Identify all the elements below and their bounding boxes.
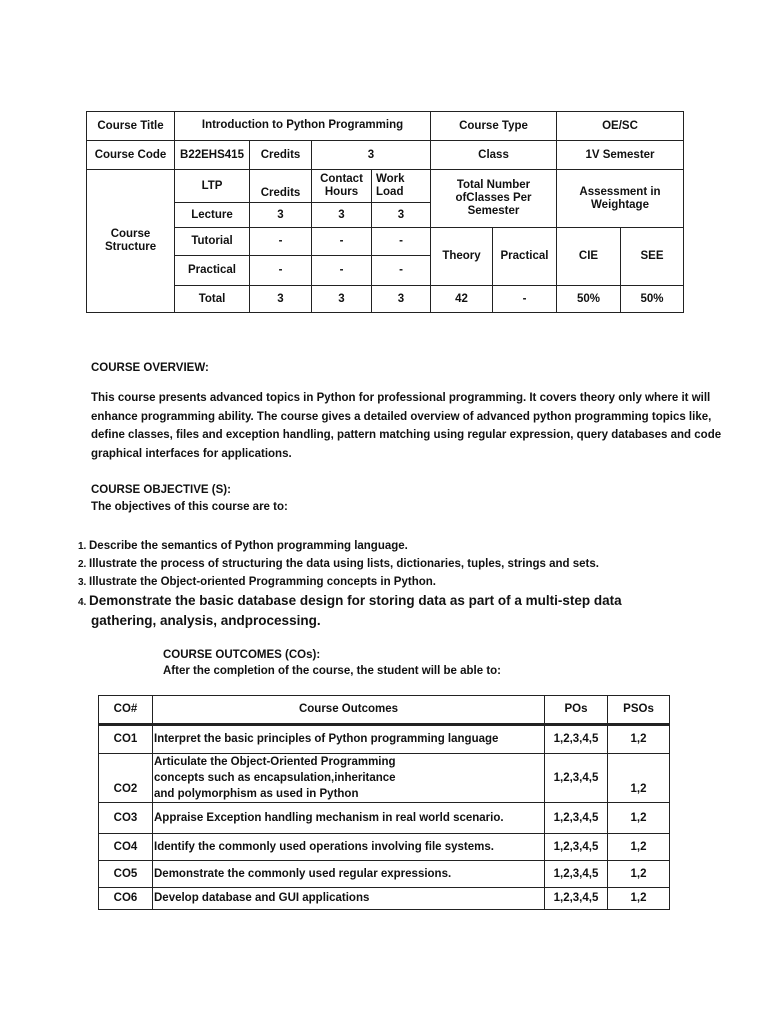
table-row [99, 834, 670, 861]
co-outcome: Interpret the basic principles of Python programming language [153, 725, 545, 754]
co-pos: 1,2,3,4,5 [545, 803, 608, 834]
list-text: Describe the semantics of Python programming language. [89, 540, 408, 552]
co-id: CO6 [99, 888, 153, 910]
co-psos: 1,2 [608, 725, 670, 754]
co-psos: 1,2 [608, 803, 670, 834]
ltp-row-name: Lecture [175, 203, 250, 228]
course-title: Introduction to Python Programming [175, 112, 431, 141]
practical-value: - [493, 286, 557, 313]
list-number: 3. [78, 577, 87, 588]
co-id: CO5 [99, 861, 153, 888]
list-text: Demonstrate the basic database design for storing data as part of a multi-step data [89, 593, 622, 608]
course-code: B22EHS415 [175, 141, 250, 170]
course-info-table [86, 111, 684, 313]
co-pos: 1,2,3,4,5 [545, 861, 608, 888]
class-value: 1V Semester [557, 141, 684, 170]
ltp-row-name: Practical [175, 256, 250, 286]
table-row [99, 725, 670, 754]
co-psos: 1,2 [608, 834, 670, 861]
objectives-intro: The objectives of this course are to: [91, 501, 288, 513]
total-classes-label: Total Number ofClasses Per Semester [431, 170, 557, 228]
ltp-row-credits: - [250, 228, 312, 256]
credits-value: 3 [312, 141, 431, 170]
table-row [99, 754, 670, 803]
ltp-row-work: 3 [372, 203, 431, 228]
ltp-row-contact: - [312, 228, 372, 256]
practical-label: Practical [493, 228, 557, 286]
ltp-row-credits: 3 [250, 286, 312, 313]
co-outcome: Develop database and GUI applications [153, 888, 545, 910]
outcomes-intro: After the completion of the course, the student will be able to: [163, 665, 501, 677]
ltp-row-credits: 3 [250, 203, 312, 228]
ltp-row-credits: - [250, 256, 312, 286]
list-item [78, 555, 698, 573]
co-outcome: Demonstrate the commonly used regular expressions. [153, 861, 545, 888]
cie-label: CIE [557, 228, 621, 286]
ltp-row-name: Tutorial [175, 228, 250, 256]
co-outcome: Articulate the Object-Oriented Programming concepts such as encapsulation,inheritance and polymorphism as used in Python [153, 754, 545, 803]
outcome-header: Course Outcomes [153, 696, 545, 725]
co-id: CO2 [99, 754, 153, 803]
credits-col-label: Credits [250, 170, 312, 203]
co-id: CO4 [99, 834, 153, 861]
overview-line: This course presents advanced topics in Python for professional programming. It covers theory only where it will [91, 392, 711, 404]
ltp-row-work: - [372, 256, 431, 286]
ltp-row-contact: 3 [312, 203, 372, 228]
ltp-row-contact: - [312, 256, 372, 286]
overview-line: define classes, files and exception handling, pattern matching using regular expression, query databases and code [91, 429, 722, 441]
table-row [99, 803, 670, 834]
co-id: CO1 [99, 725, 153, 754]
list-item [78, 573, 698, 591]
credits-label: Credits [250, 141, 312, 170]
course-title-label: Course Title [87, 112, 175, 141]
table-row [99, 888, 670, 910]
theory-value: 42 [431, 286, 493, 313]
co-pos: 1,2,3,4,5 [545, 725, 608, 754]
see-label: SEE [621, 228, 684, 286]
work-load-label: Work Load [372, 170, 431, 203]
list-number: 1. [78, 541, 87, 552]
contact-hours-label: Contact Hours [312, 170, 372, 203]
co-pos: 1,2,3,4,5 [545, 834, 608, 861]
ltp-row-work: 3 [372, 286, 431, 313]
list-item [78, 591, 698, 611]
class-label: Class [431, 141, 557, 170]
list-number: 2. [78, 559, 87, 570]
objectives-heading: COURSE OBJECTIVE (S): [91, 484, 231, 496]
co-psos: 1,2 [608, 861, 670, 888]
list-item [78, 537, 698, 555]
ltp-row-work: - [372, 228, 431, 256]
co-id: CO3 [99, 803, 153, 834]
cie-value: 50% [557, 286, 621, 313]
overview-line: enhance programming ability. The course gives a detailed overview of advanced python programming topics like, [91, 410, 712, 423]
course-code-label: Course Code [87, 141, 175, 170]
co-psos: 1,2 [608, 754, 670, 803]
outcomes-heading: COURSE OUTCOMES (COs): [163, 649, 321, 661]
overview-line: graphical interfaces for applications. [91, 447, 292, 460]
list-text: Illustrate the process of structuring the data using lists, dictionaries, tuples, strings and sets. [89, 558, 599, 570]
co-header: CO# [99, 696, 153, 725]
co-psos: 1,2 [608, 888, 670, 910]
ltp-row-contact: 3 [312, 286, 372, 313]
ltp-label: LTP [175, 170, 250, 203]
psos-header: PSOs [608, 696, 670, 725]
co-outcome: Appraise Exception handling mechanism in real world scenario. [153, 803, 545, 834]
co-outcome: Identify the commonly used operations involving file systems. [153, 834, 545, 861]
list-item-continuation: gathering, analysis, andprocessing. [91, 613, 321, 628]
co-pos: 1,2,3,4,5 [545, 888, 608, 910]
table-row [99, 861, 670, 888]
see-value: 50% [621, 286, 684, 313]
pos-header: POs [545, 696, 608, 725]
course-structure-label: Course Structure [87, 170, 175, 313]
course-type: OE/SC [557, 112, 684, 141]
ltp-row-name: Total [175, 286, 250, 313]
list-text: Illustrate the Object-oriented Programming concepts in Python. [89, 576, 436, 588]
overview-paragraph [91, 389, 722, 463]
course-type-label: Course Type [431, 112, 557, 141]
course-outcomes-table [98, 695, 670, 910]
objectives-list [78, 537, 698, 631]
list-number: 4. [78, 597, 87, 608]
theory-label: Theory [431, 228, 493, 286]
co-pos: 1,2,3,4,5 [545, 754, 608, 803]
overview-heading: COURSE OVERVIEW: [91, 362, 209, 374]
assessment-label: Assessment in Weightage [557, 170, 684, 228]
